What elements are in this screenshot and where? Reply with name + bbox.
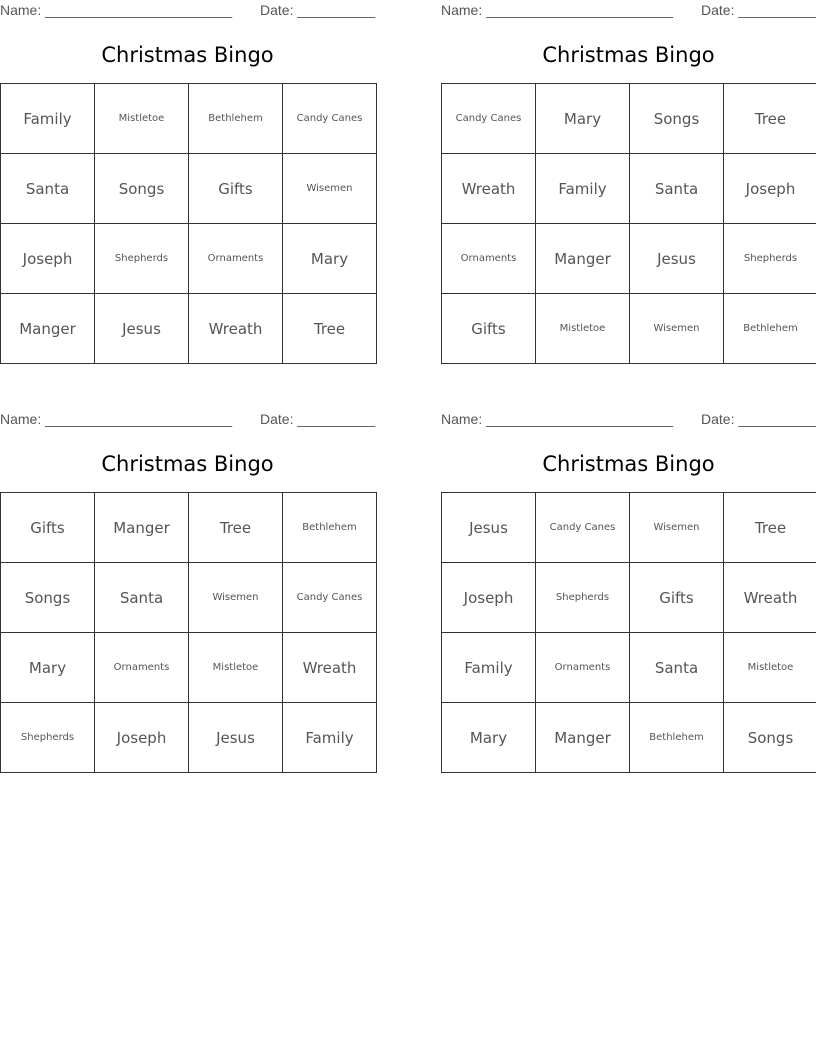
grid-cell: Wisemen (283, 154, 377, 224)
grid-cell: Family (283, 703, 377, 773)
grid-cell: Candy Canes (283, 563, 377, 633)
grid-cell: Manger (536, 703, 630, 773)
grid-cell: Wisemen (630, 493, 724, 563)
grid-cell: Wreath (724, 563, 816, 633)
grid-cell: Gifts (630, 563, 724, 633)
grid-cell: Shepherds (536, 563, 630, 633)
grid-row (1, 563, 377, 633)
grid-cell: Santa (95, 563, 189, 633)
grid-cell: Manger (536, 224, 630, 294)
bingo-card-2 (441, 0, 816, 365)
grid-cell: Bethlehem (724, 294, 816, 364)
name-field[interactable]: Name: ________________________ (441, 411, 673, 427)
grid-cell: Tree (724, 493, 816, 563)
grid-row (1, 294, 377, 364)
grid-cell: Gifts (1, 493, 95, 563)
bingo-grid (0, 83, 377, 364)
name-field[interactable]: Name: ________________________ (0, 411, 232, 427)
grid-row (1, 633, 377, 703)
grid-cell: Santa (1, 154, 95, 224)
grid-row (442, 703, 816, 773)
grid-cell: Jesus (442, 493, 536, 563)
grid-cell: Candy Canes (536, 493, 630, 563)
grid-cell: Songs (630, 84, 724, 154)
grid-cell: Wisemen (189, 563, 283, 633)
grid-cell: Mary (536, 84, 630, 154)
grid-cell: Ornaments (536, 633, 630, 703)
name-field[interactable]: Name: ________________________ (441, 2, 673, 18)
grid-cell: Mary (442, 703, 536, 773)
grid-cell: Jesus (95, 294, 189, 364)
grid-row (442, 224, 816, 294)
grid-cell: Ornaments (189, 224, 283, 294)
grid-cell: Jesus (189, 703, 283, 773)
grid-row (1, 84, 377, 154)
grid-row (1, 493, 377, 563)
bingo-grid (441, 83, 816, 364)
grid-cell: Mary (283, 224, 377, 294)
grid-cell: Family (1, 84, 95, 154)
grid-cell: Candy Canes (283, 84, 377, 154)
date-field[interactable]: Date: __________ (701, 411, 816, 427)
bingo-grid (0, 492, 377, 773)
grid-row (1, 154, 377, 224)
grid-cell: Mistletoe (95, 84, 189, 154)
grid-cell: Jesus (630, 224, 724, 294)
grid-cell: Bethlehem (283, 493, 377, 563)
grid-cell: Santa (630, 154, 724, 224)
grid-cell: Joseph (95, 703, 189, 773)
card-title: Christmas Bingo (101, 452, 274, 476)
grid-cell: Tree (724, 84, 816, 154)
grid-cell: Gifts (189, 154, 283, 224)
grid-cell: Ornaments (95, 633, 189, 703)
grid-cell: Bethlehem (630, 703, 724, 773)
grid-cell: Wreath (189, 294, 283, 364)
grid-cell: Wisemen (630, 294, 724, 364)
date-field[interactable]: Date: __________ (260, 411, 376, 427)
bingo-grid (441, 492, 816, 773)
grid-cell: Wreath (442, 154, 536, 224)
bingo-card-4 (441, 409, 816, 774)
grid-row (442, 154, 816, 224)
grid-cell: Songs (724, 703, 816, 773)
grid-row (1, 703, 377, 773)
grid-cell: Shepherds (1, 703, 95, 773)
grid-cell: Candy Canes (442, 84, 536, 154)
grid-row (442, 563, 816, 633)
grid-cell: Santa (630, 633, 724, 703)
date-field[interactable]: Date: __________ (701, 2, 816, 18)
grid-cell: Joseph (442, 563, 536, 633)
grid-cell: Manger (1, 294, 95, 364)
card-title: Christmas Bingo (101, 43, 274, 67)
grid-cell: Songs (1, 563, 95, 633)
bingo-card-1 (0, 0, 375, 365)
grid-cell: Joseph (1, 224, 95, 294)
grid-cell: Songs (95, 154, 189, 224)
grid-cell: Family (536, 154, 630, 224)
grid-cell: Ornaments (442, 224, 536, 294)
bingo-card-3 (0, 409, 375, 774)
grid-cell: Tree (189, 493, 283, 563)
grid-cell: Manger (95, 493, 189, 563)
grid-cell: Bethlehem (189, 84, 283, 154)
card-title: Christmas Bingo (542, 452, 715, 476)
grid-row (442, 493, 816, 563)
grid-cell: Mary (1, 633, 95, 703)
name-field[interactable]: Name: ________________________ (0, 2, 232, 18)
grid-row (442, 84, 816, 154)
grid-row (1, 224, 377, 294)
grid-row (442, 294, 816, 364)
grid-cell: Gifts (442, 294, 536, 364)
grid-cell: Tree (283, 294, 377, 364)
date-field[interactable]: Date: __________ (260, 2, 376, 18)
grid-cell: Family (442, 633, 536, 703)
grid-cell: Joseph (724, 154, 816, 224)
grid-cell: Wreath (283, 633, 377, 703)
card-title: Christmas Bingo (542, 43, 715, 67)
grid-row (442, 633, 816, 703)
grid-cell: Mistletoe (189, 633, 283, 703)
grid-cell: Shepherds (95, 224, 189, 294)
grid-cell: Mistletoe (724, 633, 816, 703)
grid-cell: Shepherds (724, 224, 816, 294)
grid-cell: Mistletoe (536, 294, 630, 364)
